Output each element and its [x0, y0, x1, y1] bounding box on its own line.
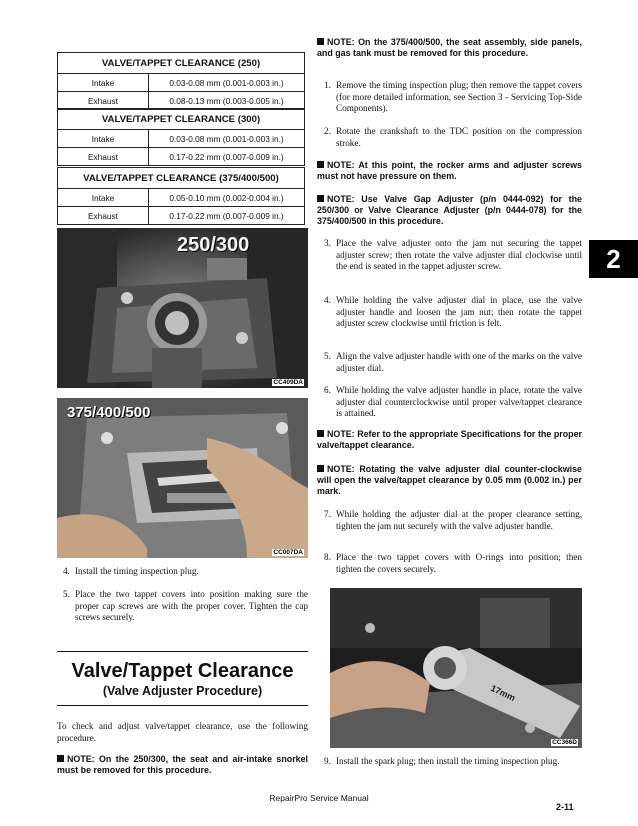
list-item: [317, 126, 582, 152]
section-tab: 2: [589, 240, 638, 278]
list-item: [57, 566, 308, 580]
table-cell: Intake: [58, 189, 149, 207]
step-number: 4.: [63, 566, 70, 576]
table-cell: 0.17-0.22 mm (0.007-0.009 in.): [149, 207, 305, 225]
engine-photo-graphic: [57, 398, 308, 558]
table-cell: Intake: [58, 74, 149, 92]
photo-caption: CC366D: [552, 739, 577, 746]
step-text: Align the valve adjuster handle with one of the marks on the valve adjuster dial.: [336, 351, 582, 373]
table-cell: 0.17-0.22 mm (0.007-0.009 in.): [149, 148, 305, 166]
note-bullet-icon: [317, 195, 324, 202]
table-title: VALVE/TAPPET CLEARANCE (250): [58, 53, 305, 74]
note: [317, 160, 582, 182]
table-row: [58, 207, 305, 225]
table-row: [58, 130, 305, 148]
step-number: 4.: [324, 295, 331, 305]
photo-overlay-label: 250/300: [177, 234, 250, 256]
wrench-size-label: 17mm: [489, 682, 517, 704]
note: [317, 464, 582, 498]
table-cell: 0.03-0.08 mm (0.001-0.003 in.): [149, 130, 305, 148]
photo-wrench-jam-nut: [330, 588, 582, 748]
note-bullet-icon: [57, 755, 64, 762]
note: [317, 429, 582, 451]
note-bullet-icon: [317, 161, 324, 168]
step-number: 5.: [324, 351, 331, 361]
footer-manual-name: RepairPro Service Manual: [269, 793, 369, 803]
table-cell: Intake: [58, 130, 149, 148]
step-text: Remove the timing inspection plug; then remove the tappet covers (for more detailed information, see Section 3 - Servicing Top-Side Components).: [336, 80, 582, 114]
table-cell: Exhaust: [58, 92, 149, 110]
note-text: NOTE: Refer to the appropriate Specifications for the proper valve/tappet clearance.: [317, 429, 582, 451]
step-number: 6.: [324, 385, 331, 395]
photo-valve-adjuster-250-300: [57, 228, 308, 388]
table-row: [58, 92, 305, 110]
note-bullet-icon: [317, 465, 324, 472]
list-item: [317, 385, 582, 423]
step-number: 2.: [324, 126, 331, 136]
step-number: 3.: [324, 238, 331, 248]
table-row: [58, 74, 305, 92]
section-rule: [57, 705, 308, 706]
photo-caption: CC409DA: [273, 379, 303, 386]
table-title: VALVE/TAPPET CLEARANCE (300): [58, 109, 305, 130]
note-text: NOTE: Rotating the valve adjuster dial counter-clockwise will open the valve/tappet clearance by 0.05 mm (0.002 in.) per mark.: [317, 464, 582, 497]
step-text: Place the two tappet covers with O-rings into position; then tighten the covers securely.: [336, 552, 582, 574]
step-number: 7.: [324, 509, 331, 519]
step-text: While holding the adjuster dial at the proper clearance setting, tighten the jam nut securely with the valve adjuster handle.: [336, 509, 582, 531]
note-text: NOTE: Use Valve Gap Adjuster (p/n 0444-092) for the 250/300 or Valve Clearance Adjuster (p/n 0444-078) for the 375/400/500 in this procedure.: [317, 194, 582, 227]
section-rule: [57, 651, 308, 652]
note-bullet-icon: [317, 38, 324, 45]
intro-paragraph: To check and adjust valve/tappet clearance, use the following procedure.: [57, 721, 308, 743]
table-cell: 0.05-0.10 mm (0.002-0.004 in.): [149, 189, 305, 207]
note-text: NOTE: On the 250/300, the seat and air-intake snorkel must be removed for this procedure.: [57, 754, 308, 776]
table-title: VALVE/TAPPET CLEARANCE (375/400/500): [58, 168, 305, 189]
table-cell: Exhaust: [58, 207, 149, 225]
note-text: NOTE: At this point, the rocker arms and adjuster screws must not have pressure on them.: [317, 160, 582, 182]
step-text: Install the spark plug; then install the timing inspection plug.: [336, 756, 560, 766]
note-text: NOTE: On the 375/400/500, the seat assembly, side panels, and gas tank must be removed for this procedure.: [317, 37, 582, 59]
photo-caption: CC007DA: [273, 549, 303, 556]
table-cell: Exhaust: [58, 148, 149, 166]
photo-overlay-label: 375/400/500: [67, 404, 151, 421]
step-text: While holding the valve adjuster dial in place, use the valve adjuster handle and loosen the jam nut; then rotate the tappet adjuster screw clockwise until friction is felt.: [336, 295, 582, 329]
list-item: [317, 238, 582, 288]
note: [57, 754, 308, 776]
note: [317, 37, 582, 59]
table-row: [58, 148, 305, 166]
step-text: Place the valve adjuster onto the jam nut securing the tappet adjuster screw; then rotate the valve adjuster dial clockwise until the end is seated in the tappet adjuster screw.: [336, 238, 582, 272]
note-bullet-icon: [317, 430, 324, 437]
table-cell: 0.08-0.13 mm (0.003-0.005 in.): [149, 92, 305, 110]
step-number: 8.: [324, 552, 331, 562]
table-row: [58, 189, 305, 207]
list-item: [317, 351, 582, 377]
note: [317, 194, 582, 228]
step-number: 5.: [63, 589, 70, 599]
step-text: Rotate the crankshaft to the TDC position on the compression stroke.: [336, 126, 582, 148]
list-item: [317, 80, 582, 130]
section-title: Valve/Tappet Clearance: [71, 660, 294, 682]
section-subtitle: (Valve Adjuster Procedure): [102, 684, 263, 698]
clearance-table-300: [57, 108, 305, 166]
list-item: [317, 552, 582, 578]
step-number: 9.: [324, 756, 331, 766]
engine-photo-graphic: [330, 588, 582, 748]
step-text: Install the timing inspection plug.: [75, 566, 199, 576]
list-item: [317, 295, 582, 345]
page-number: 2-11: [556, 802, 574, 812]
step-number: 1.: [324, 80, 331, 90]
list-item: [317, 509, 582, 547]
table-cell: 0.03-0.08 mm (0.001-0.003 in.): [149, 74, 305, 92]
list-item: [57, 589, 308, 629]
clearance-table-250: [57, 52, 305, 110]
step-text: Place the two tappet covers into position making sure the proper cap screws are with the proper cover. Tighten the cap screws securely.: [75, 589, 308, 623]
clearance-table-375-400-500: [57, 167, 305, 225]
step-text: While holding the valve adjuster handle in place, rotate the valve adjuster dial counterclockwise until proper valve/tappet clearance is attained.: [336, 385, 582, 419]
photo-valve-adjuster-375-400-500: [57, 398, 308, 558]
list-item: [317, 756, 582, 782]
